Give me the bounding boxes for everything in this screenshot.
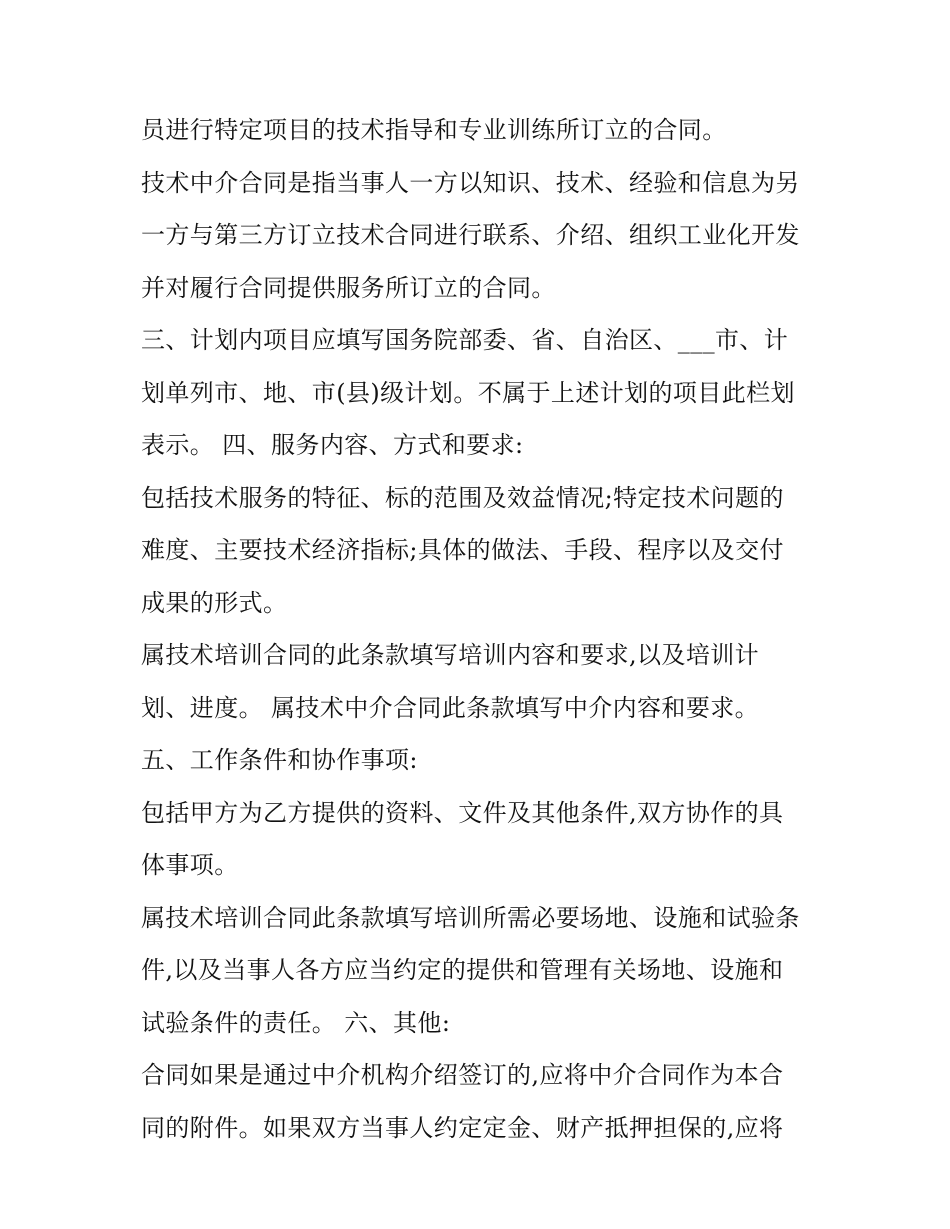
text-line: 件,以及当事人各方应当约定的提供和管理有关场地、设施和 [141,956,784,984]
text-line: 并对履行合同提供服务所订立的合同。 [141,273,556,302]
text-line: 表示。 四、服务内容、方式和要求: [141,431,524,459]
text-line: 合同如果是通过中介机构介绍签订的,应将中介合同作为本合 [141,1061,784,1089]
text-line: 难度、主要技术经济指标;具体的做法、手段、程序以及交付 [141,536,784,564]
text-line: 属技术培训合同的此条款填写培训内容和要求,以及培训计 [141,641,760,669]
text-line: 技术中介合同是指当事人一方以知识、技术、经验和信息为另 [141,168,800,197]
text-line: 包括技术服务的特征、标的范围及效益情况;特定技术问题的 [141,483,784,512]
text-line: 同的附件。如果双方当事人约定定金、财产抵押担保的,应将 [141,1113,784,1142]
document-body [141,104,821,1154]
text-line: 试验条件的责任。 六、其他: [141,1008,451,1037]
text-line: 体事项。 [141,851,239,879]
text-line: 三、计划内项目应填写国务院部委、省、自治区、___市、计 [141,326,789,354]
text-line: 员进行特定项目的技术指导和专业训练所订立的合同。 [141,116,727,144]
text-line: 划单列市、地、市(县)级计划。不属于上述计划的项目此栏划 [141,378,795,407]
text-line: 包括甲方为乙方提供的资料、文件及其他条件,双方协作的具 [141,798,784,827]
text-line: 五、工作条件和协作事项: [141,746,418,774]
text-line: 成果的形式。 [141,588,288,617]
text-line: 属技术培训合同此条款填写培训所需必要场地、设施和试验条 [141,903,800,932]
text-line: 划、进度。 属技术中介合同此条款填写中介内容和要求。 [141,693,760,722]
text-line: 一方与第三方订立技术合同进行联系、介绍、组织工业化开发 [141,221,800,249]
